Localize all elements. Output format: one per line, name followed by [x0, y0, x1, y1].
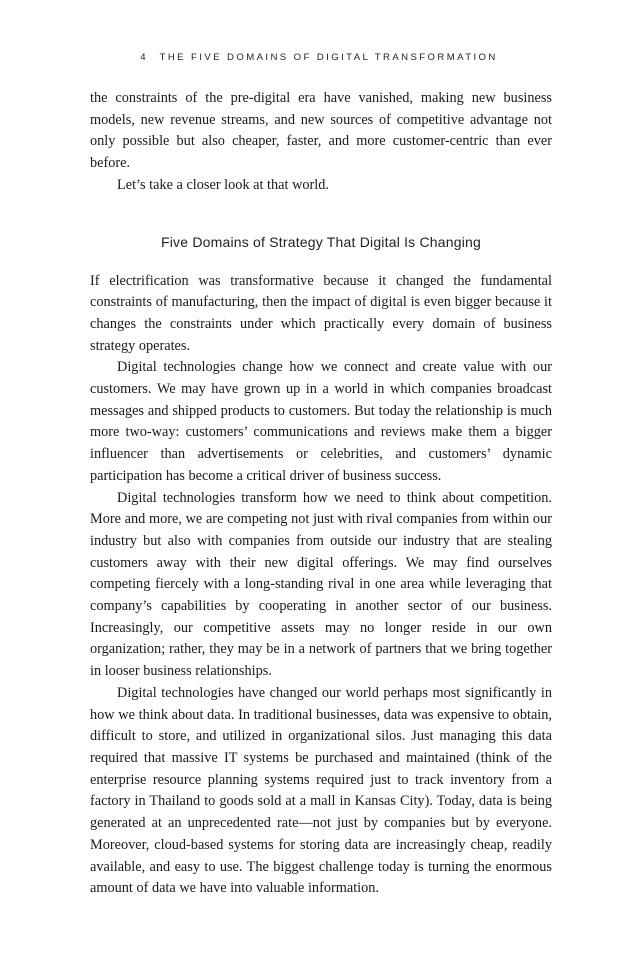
body-text: [90, 88, 552, 900]
paragraph: Digital technologies have changed our world perhaps most significantly in how we think about data. In traditional businesses, data was expensive to obtain, difficult to store, and utilized in organizational silos. Just managing this data required that massive IT systems be purchased and maintained (think of the enterprise resource planning systems required just to track inventory from a factory in Thailand to goods sold at a mall in Kansas City). Today, data is being generated at an unprecedented rate—not just by companies but by everyone. Moreover, cloud-based systems for storing data are increasingly cheap, readily available, and easy to use. The biggest challenge today is turning the enormous amount of data we have into valuable information.: [90, 684, 552, 897]
running-head-title: THE FIVE DOMAINS OF DIGITAL TRANSFORMATION: [159, 52, 498, 63]
section-heading: Five Domains of Strategy That Digital Is Changing: [160, 233, 482, 250]
page-number: 4: [140, 52, 146, 63]
paragraph: Digital technologies change how we connect and create value with our customers. We may have grown up in a world in which companies broadcast messages and shipped products to customers. But today the relationship is much more two-way: customers’ communications and reviews make them a bigger influencer than advertisements or celebrities, and customers’ dynamic participation has become a critical driver of business success.: [90, 359, 552, 484]
paragraph: If electrification was transformative because it changed the fundamental constraints of manufacturing, then the impact of digital is even bigger because it changes the constraints under which practically every domain of business strategy operates.: [90, 272, 552, 354]
paragraph: Digital technologies transform how we need to think about competition. More and more, we are competing not just with rival companies from within our industry but also with companies from outside our industry that are stealing customers away with their new digital offerings. We may find ourselves competing fiercely with a long-standing rival in one area while leveraging that company’s capabilities by cooperating in another sector of our business. Increasingly, our competitive assets may no longer reside in our own organization; rather, they may be in a network of partners that we bring together in looser business relationships.: [90, 489, 552, 680]
paragraph-continued: the constraints of the pre-digital era have vanished, making new business models, new revenue streams, and new sources of competitive advantage not only possible but also cheaper, faster, and more customer-centric than ever before.: [90, 90, 552, 172]
paragraph: Let’s take a closer look at that world.: [117, 176, 330, 193]
running-head: [0, 52, 638, 63]
